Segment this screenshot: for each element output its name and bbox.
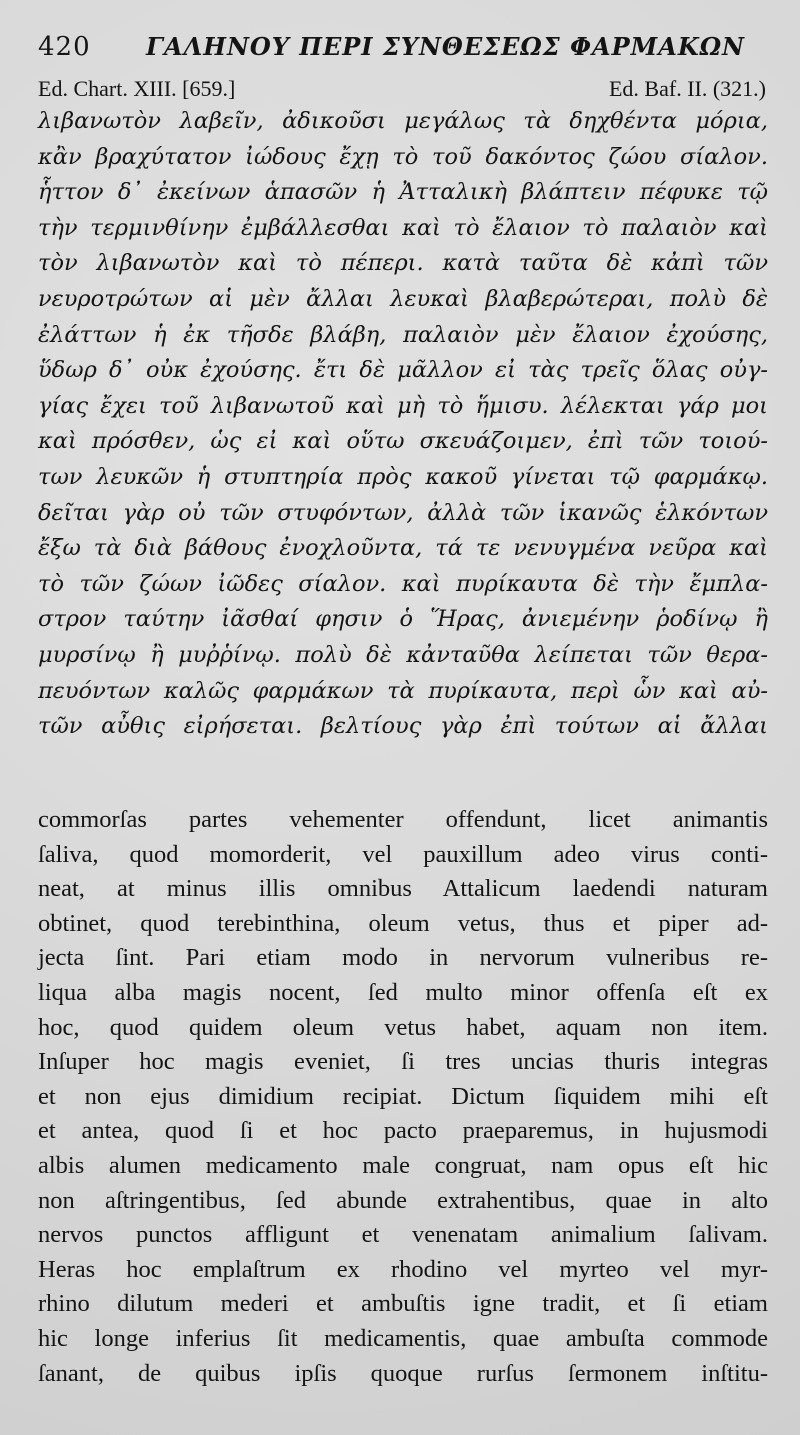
page-number: 420	[38, 32, 91, 62]
latin-line: commorſas partes vehementer offendunt, licet animantis	[38, 806, 768, 833]
running-head	[38, 26, 762, 66]
greek-line: των λευκῶν ἡ στυπτηρία πρὸς κακοῦ γίνεται τῷ φαρμάκῳ.	[38, 463, 768, 490]
greek-line: τὸ τῶν ζώων ἰῶδες σίαλον. καὶ πυρίκαυτα δὲ τὴν ἔμπλα-	[38, 570, 768, 597]
latin-line: et non ejus dimidium recipiat. Dictum ſiquidem mihi eſt	[38, 1082, 768, 1110]
greek-line: ὕδωρ δ᾽ οὐκ ἐχούσης. ἔτι δὲ μᾶλλον εἰ τὰς τρεῖς ὅλας οὐγ-	[38, 357, 768, 384]
latin-line: liqua alba magis nocent, ſed multo minor offenſa eſt ex	[38, 978, 768, 1006]
latin-line: rhino dilutum mederi et ambuſtis igne tradit, et ſi etiam	[38, 1290, 768, 1318]
latin-line: et antea, quod ſi et hoc pacto praeparemus, in hujusmodi	[38, 1117, 768, 1145]
running-title: ΓΑΛΗΝΟΥ ΠΕΡΙ ΣΥΝΘΕΣΕΩΣ ΦΑΡΜΑΚΩΝ	[146, 32, 745, 61]
greek-line: τῶν αὖθις εἰρήσεται. βελτίους γὰρ ἐπὶ τούτων αἱ ἄλλαι	[38, 713, 768, 740]
greek-line: πευόντων καλῶς φαρμάκων τὰ πυρίκαυτα, περὶ ὧν καὶ αὐ-	[38, 677, 768, 704]
latin-line: neat, at minus illis omnibus Attalicum laedendi naturam	[38, 875, 768, 903]
greek-line: τὴν τερμινθίνην ἐμβάλλεσθαι καὶ τὸ ἔλαιον τὸ παλαιὸν καὶ	[38, 214, 768, 241]
edition-references	[38, 76, 766, 106]
greek-line: ἔξω τὰ διὰ βάθους ἐνοχλοῦντα, τά τε νενυγμένα νεῦρα καὶ	[38, 535, 768, 562]
greek-line: στρον ταύτην ἰᾶσθαί φησιν ὁ Ἥρας, ἀνιεμένην ῥοδίνῳ ἢ	[38, 606, 768, 633]
greek-line: τὸν λιβανωτὸν καὶ τὸ πέπερι. κατὰ ταῦτα δὲ κἀπὶ τῶν	[38, 250, 768, 277]
edition-chart-reference: Ed. Chart. XIII. [659.]	[38, 76, 236, 101]
greek-line: δεῖται γὰρ οὐ τῶν στυφόντων, ἀλλὰ τῶν ἱκανῶς ἑλκόντων	[38, 499, 768, 526]
latin-line: ſaliva, quod momorderit, vel pauxillum adeo virus conti-	[38, 840, 768, 868]
greek-line: ἧττον δ᾽ ἐκείνων ἁπασῶν ἡ Ἀτταλικὴ βλάπτειν πέφυκε τῷ	[38, 179, 768, 206]
latin-line: obtinet, quod terebinthina, oleum vetus, thus et piper ad-	[38, 909, 768, 937]
greek-text-block	[38, 104, 768, 745]
latin-text-block	[38, 803, 768, 1391]
greek-line: ἐλάττων ἡ ἐκ τῆσδε βλάβη, παλαιὸν μὲν ἔλαιον ἐχούσης,	[38, 321, 768, 348]
latin-line: non aſtringentibus, ſed abunde extrahentibus, quae in alto	[38, 1186, 768, 1214]
latin-line: jecta ſint. Pari etiam modo in nervorum vulneribus re-	[38, 944, 768, 972]
greek-line: νευροτρώτων αἱ μὲν ἄλλαι λευκαὶ βλαβερώτεραι, πολὺ δὲ	[38, 285, 768, 312]
latin-line: nervos punctos affligunt et venenatam animalium ſalivam.	[38, 1221, 768, 1249]
greek-line: καὶ πρόσθεν, ὡς εἰ καὶ οὕτω σκευάζοιμεν, ἐπὶ τῶν τοιού-	[38, 428, 768, 455]
greek-line: μυρσίνῳ ἢ μυῤῥίνῳ. πολὺ δὲ κἀνταῦθα λείπεται τῶν θερα-	[38, 641, 768, 668]
greek-line: λιβανωτὸν λαβεῖν, ἀδικοῦσι μεγάλως τὰ δηχθέντα μόρια,	[38, 108, 768, 134]
greek-line: γίας ἔχει τοῦ λιβανωτοῦ καὶ μὴ τὸ ἥμισυ. λέλεκται γάρ μοι	[38, 392, 768, 419]
greek-line: κἂν βραχύτατον ἰώδους ἔχῃ τὸ τοῦ δακόντος ζώου σίαλον.	[38, 143, 768, 170]
latin-line: hic longe inferius ſit medicamentis, quae ambuſta commode	[38, 1324, 768, 1352]
latin-line: Inſuper hoc magis eveniet, ſi tres uncias thuris integras	[38, 1048, 768, 1076]
latin-line: albis alumen medicamento male congruat, nam opus eſt hic	[38, 1151, 768, 1179]
latin-line: Heras hoc emplaſtrum ex rhodino vel myrteo vel myr-	[38, 1255, 768, 1283]
edition-basel-reference: Ed. Baf. II. (321.)	[608, 76, 766, 101]
latin-line: ſanant, de quibus ipſis quoque rurſus ſermonem inſtitu-	[38, 1359, 768, 1387]
latin-line: hoc, quod quidem oleum vetus habet, aquam non item.	[38, 1013, 768, 1041]
